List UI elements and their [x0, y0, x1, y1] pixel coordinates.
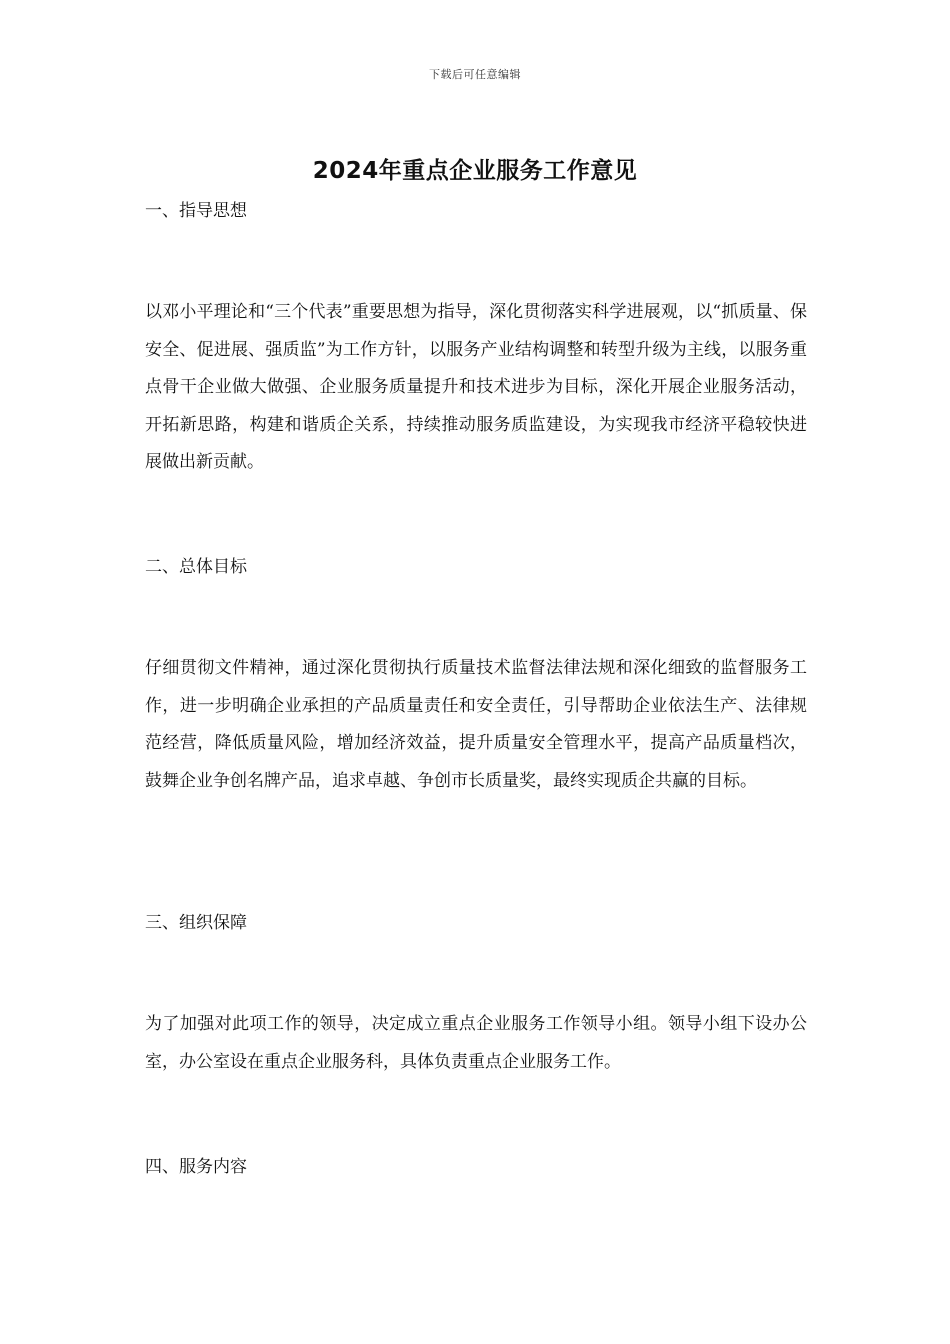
section-heading-organization: 三、组织保障	[145, 913, 247, 933]
document-title: 2024年重点企业服务工作意见	[312, 158, 638, 184]
section-heading-overall-goal: 二、总体目标	[145, 557, 247, 577]
section-paragraph-organization: 为了加强对此项工作的领导，决定成立重点企业服务工作领导小组。领导小组下设办公室，办公室设在重点企业服务科，具体负责重点企业服务工作。	[145, 1014, 807, 1072]
page-header-note: 下载后可任意编辑	[429, 68, 521, 81]
section-heading-guiding-ideology: 一、指导思想	[145, 201, 247, 221]
section-paragraph-guiding-ideology: 以邓小平理论和“三个代表”重要思想为指导，深化贯彻落实科学进展观，以“抓质量、保安全、促进展、强质监”为工作方针，以服务产业结构调整和转型升级为主线，以服务重点骨干企业做大做强、企业服务质量提升和技术进步为目标，深化开展企业服务活动，开拓新思路，构建和谐质企关系，持续推动服务质监建设，为实现我市经济平稳较快进展做出新贡献。	[145, 302, 807, 472]
section-paragraph-overall-goal: 仔细贯彻文件精神，通过深化贯彻执行质量技术监督法律法规和深化细致的监督服务工作，进一步明确企业承担的产品质量责任和安全责任，引导帮助企业依法生产、法律规范经营，降低质量风险，增加经济效益，提升质量安全管理水平，提高产品质量档次，鼓舞企业争创名牌产品，追求卓越、争创市长质量奖，最终实现质企共赢的目标。	[145, 658, 807, 791]
section-heading-service-content: 四、服务内容	[145, 1157, 247, 1177]
